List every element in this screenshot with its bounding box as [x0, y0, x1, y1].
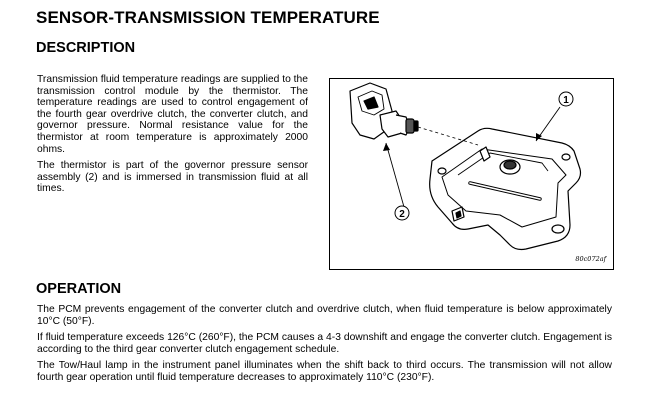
sensor-figure	[329, 78, 614, 270]
callout-2	[395, 206, 409, 220]
pressure-sensor-drawing	[350, 83, 418, 139]
operation-paragraph-1: The PCM prevents engagement of the converter clutch and overdrive clutch, when fluid temperature is below approximately 10°C (50°F).	[37, 304, 612, 327]
callout-1-label: 1	[563, 95, 569, 106]
callout-2-label: 2	[399, 209, 405, 220]
callout-1	[559, 92, 573, 106]
description-paragraph-2: The thermistor is part of the governor pressure sensor assembly (2) and is immersed in transmission fluid at all times.	[37, 160, 308, 195]
description-paragraph-1: Transmission fluid temperature readings are supplied to the transmission control module by the thermistor. The temperature readings are used to control engagement of the fourth gear overdrive clutch, the converter clutch, and governor pressure. Normal resistance value for the thermistor at room temperature is approximately 2000 ohms.	[37, 74, 308, 155]
sensor-illustration	[330, 79, 613, 269]
description-body	[37, 74, 308, 200]
operation-paragraph-3: The Tow/Haul lamp in the instrument panel illuminates when the shift back to third occurs. The transmission will not allow fourth gear operation until fluid temperature decreases to approximately 110°C (230°F).	[37, 360, 612, 383]
governor-housing-drawing	[430, 128, 581, 249]
description-heading: DESCRIPTION	[36, 40, 136, 56]
operation-body	[37, 304, 612, 389]
page-title: SENSOR-TRANSMISSION TEMPERATURE	[36, 8, 380, 27]
operation-heading: OPERATION	[36, 281, 122, 297]
operation-paragraph-2: If fluid temperature exceeds 126°C (260°F), the PCM causes a 4-3 downshift and engage the converter clutch. Engagement is according to the third gear converter clutch engagement schedule.	[37, 332, 612, 355]
figure-code: 80c072af	[575, 255, 606, 263]
